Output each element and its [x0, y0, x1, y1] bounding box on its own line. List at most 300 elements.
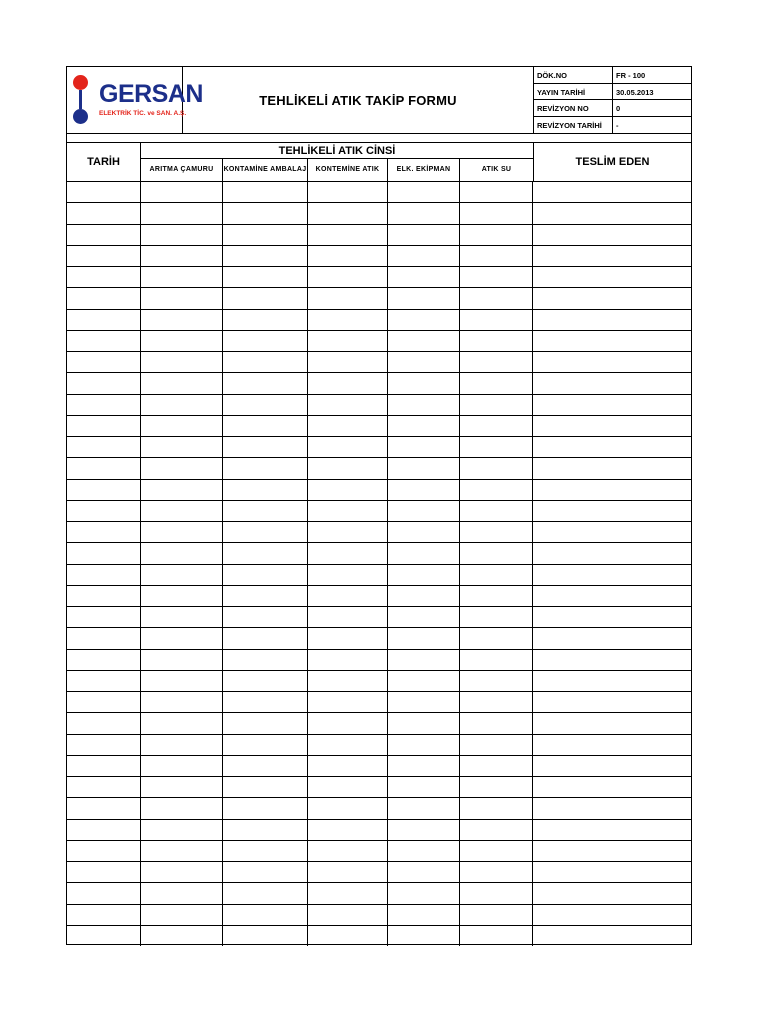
cell-contaminated-waste[interactable] [308, 501, 388, 521]
cell-date[interactable] [67, 905, 141, 925]
meta-publish-date [534, 84, 692, 101]
cell-waste-water[interactable] [460, 543, 533, 563]
cell-contaminated-waste[interactable] [308, 586, 388, 606]
table-row [67, 649, 691, 670]
meta-label: REVİZYON NO [537, 104, 589, 113]
cell-contaminated-packaging[interactable] [223, 331, 308, 351]
cell-contaminated-waste[interactable] [308, 458, 388, 478]
cell-delivered-by[interactable] [533, 628, 691, 648]
cell-contaminated-packaging[interactable] [223, 310, 308, 330]
cell-treatment-sludge[interactable] [141, 352, 223, 372]
cell-delivered-by[interactable] [533, 395, 691, 415]
cell-treatment-sludge[interactable] [141, 501, 223, 521]
cell-contaminated-waste[interactable] [308, 246, 388, 266]
cell-waste-water[interactable] [460, 756, 533, 776]
cell-contaminated-waste[interactable] [308, 522, 388, 542]
cell-contaminated-packaging[interactable] [223, 288, 308, 308]
cell-treatment-sludge[interactable] [141, 628, 223, 648]
cell-contaminated-waste[interactable] [308, 756, 388, 776]
cell-contaminated-packaging[interactable] [223, 650, 308, 670]
cell-delivered-by[interactable] [533, 883, 691, 903]
cell-waste-water[interactable] [460, 522, 533, 542]
cell-delivered-by[interactable] [533, 650, 691, 670]
cell-contaminated-waste[interactable] [308, 416, 388, 436]
cell-contaminated-packaging[interactable] [223, 756, 308, 776]
cell-electrical-equipment[interactable] [388, 331, 460, 351]
cell-contaminated-packaging[interactable] [223, 501, 308, 521]
cell-treatment-sludge[interactable] [141, 288, 223, 308]
cell-delivered-by[interactable] [533, 543, 691, 563]
cell-treatment-sludge[interactable] [141, 225, 223, 245]
cell-electrical-equipment[interactable] [388, 586, 460, 606]
cell-contaminated-packaging[interactable] [223, 437, 308, 457]
cell-electrical-equipment[interactable] [388, 820, 460, 840]
cell-date[interactable] [67, 926, 141, 946]
meta-revision-no [534, 100, 692, 117]
cell-contaminated-packaging[interactable] [223, 798, 308, 818]
cell-delivered-by[interactable] [533, 203, 691, 223]
cell-treatment-sludge[interactable] [141, 777, 223, 797]
cell-electrical-equipment[interactable] [388, 437, 460, 457]
cell-waste-water[interactable] [460, 798, 533, 818]
cell-date[interactable] [67, 267, 141, 287]
cell-contaminated-waste[interactable] [308, 713, 388, 733]
cell-delivered-by[interactable] [533, 926, 691, 946]
cell-delivered-by[interactable] [533, 352, 691, 372]
cell-waste-water[interactable] [460, 480, 533, 500]
cell-contaminated-packaging[interactable] [223, 543, 308, 563]
cell-date[interactable] [67, 480, 141, 500]
cell-delivered-by[interactable] [533, 267, 691, 287]
cell-contaminated-packaging[interactable] [223, 777, 308, 797]
cell-treatment-sludge[interactable] [141, 735, 223, 755]
cell-delivered-by[interactable] [533, 607, 691, 627]
logo-mark-icon [72, 75, 90, 125]
cell-waste-water[interactable] [460, 458, 533, 478]
cell-contaminated-waste[interactable] [308, 820, 388, 840]
column-header-contaminated-packaging: KONTAMİNE AMBALAJ [223, 159, 308, 181]
cell-treatment-sludge[interactable] [141, 586, 223, 606]
cell-date[interactable] [67, 713, 141, 733]
table-row [67, 585, 691, 606]
cell-delivered-by[interactable] [533, 713, 691, 733]
cell-contaminated-waste[interactable] [308, 373, 388, 393]
cell-date[interactable] [67, 756, 141, 776]
table-row [67, 181, 691, 202]
cell-electrical-equipment[interactable] [388, 735, 460, 755]
cell-contaminated-packaging[interactable] [223, 522, 308, 542]
cell-electrical-equipment[interactable] [388, 692, 460, 712]
logo-subtitle: ELEKTRİK TİC. ve SAN. A.Ş. [99, 110, 187, 117]
company-logo [67, 67, 203, 133]
cell-delivered-by[interactable] [533, 522, 691, 542]
cell-waste-water[interactable] [460, 883, 533, 903]
hazardous-waste-form [66, 66, 692, 945]
cell-waste-water[interactable] [460, 820, 533, 840]
cell-date[interactable] [67, 437, 141, 457]
cell-treatment-sludge[interactable] [141, 310, 223, 330]
column-header-waste-water: ATIK SU [481, 166, 512, 173]
cell-waste-water[interactable] [460, 713, 533, 733]
cell-contaminated-packaging[interactable] [223, 352, 308, 372]
cell-contaminated-packaging[interactable] [223, 713, 308, 733]
cell-waste-water[interactable] [460, 777, 533, 797]
cell-electrical-equipment[interactable] [388, 777, 460, 797]
cell-waste-water[interactable] [460, 267, 533, 287]
cell-delivered-by[interactable] [533, 841, 691, 861]
cell-treatment-sludge[interactable] [141, 480, 223, 500]
cell-date[interactable] [67, 522, 141, 542]
cell-treatment-sludge[interactable] [141, 416, 223, 436]
cell-delivered-by[interactable] [533, 416, 691, 436]
cell-contaminated-waste[interactable] [308, 543, 388, 563]
cell-electrical-equipment[interactable] [388, 310, 460, 330]
cell-contaminated-packaging[interactable] [223, 735, 308, 755]
cell-contaminated-waste[interactable] [308, 671, 388, 691]
cell-waste-water[interactable] [460, 352, 533, 372]
cell-delivered-by[interactable] [533, 288, 691, 308]
cell-electrical-equipment[interactable] [388, 373, 460, 393]
cell-treatment-sludge[interactable] [141, 671, 223, 691]
cell-contaminated-waste[interactable] [308, 203, 388, 223]
cell-waste-water[interactable] [460, 692, 533, 712]
cell-delivered-by[interactable] [533, 671, 691, 691]
cell-contaminated-packaging[interactable] [223, 905, 308, 925]
table-row [67, 542, 691, 563]
cell-waste-water[interactable] [460, 586, 533, 606]
cell-delivered-by[interactable] [533, 182, 691, 202]
cell-contaminated-packaging[interactable] [223, 883, 308, 903]
cell-contaminated-waste[interactable] [308, 883, 388, 903]
cell-electrical-equipment[interactable] [388, 883, 460, 903]
cell-date[interactable] [67, 543, 141, 563]
cell-treatment-sludge[interactable] [141, 650, 223, 670]
column-header-treatment-sludge: ARITMA ÇAMURU [141, 159, 223, 181]
cell-waste-water[interactable] [460, 565, 533, 585]
cell-contaminated-packaging[interactable] [223, 395, 308, 415]
table-row [67, 734, 691, 755]
cell-electrical-equipment[interactable] [388, 905, 460, 925]
cell-treatment-sludge[interactable] [141, 182, 223, 202]
table-row [67, 287, 691, 308]
form-title: TEHLİKELİ ATIK TAKİP FORMU [259, 92, 457, 108]
table-row [67, 882, 691, 903]
cell-electrical-equipment[interactable] [388, 607, 460, 627]
cell-contaminated-packaging[interactable] [223, 416, 308, 436]
table-row [67, 925, 691, 946]
cell-treatment-sludge[interactable] [141, 203, 223, 223]
cell-contaminated-waste[interactable] [308, 862, 388, 882]
cell-electrical-equipment[interactable] [388, 713, 460, 733]
cell-delivered-by[interactable] [533, 586, 691, 606]
cell-waste-water[interactable] [460, 650, 533, 670]
meta-label: REVİZYON TARİHİ [537, 120, 602, 130]
cell-date[interactable] [67, 862, 141, 882]
cell-waste-water[interactable] [460, 628, 533, 648]
column-group-waste-type: TEHLİKELİ ATIK CİNSİ [141, 143, 533, 159]
table-row [67, 394, 691, 415]
table-row [67, 330, 691, 351]
cell-date[interactable] [67, 692, 141, 712]
cell-delivered-by[interactable] [533, 246, 691, 266]
cell-electrical-equipment[interactable] [388, 522, 460, 542]
cell-contaminated-waste[interactable] [308, 650, 388, 670]
cell-contaminated-packaging[interactable] [223, 841, 308, 861]
table-row [67, 670, 691, 691]
cell-electrical-equipment[interactable] [388, 416, 460, 436]
cell-waste-water[interactable] [460, 310, 533, 330]
cell-electrical-equipment[interactable] [388, 458, 460, 478]
cell-waste-water[interactable] [460, 182, 533, 202]
cell-date[interactable] [67, 628, 141, 648]
table-row [67, 819, 691, 840]
cell-electrical-equipment[interactable] [388, 288, 460, 308]
cell-contaminated-waste[interactable] [308, 565, 388, 585]
cell-delivered-by[interactable] [533, 310, 691, 330]
cell-contaminated-packaging[interactable] [223, 820, 308, 840]
cell-treatment-sludge[interactable] [141, 883, 223, 903]
column-header-delivered-by: TESLİM EDEN [533, 143, 691, 181]
meta-value: 30.05.2013 [616, 87, 654, 97]
cell-treatment-sludge[interactable] [141, 437, 223, 457]
table-row [67, 245, 691, 266]
cell-waste-water[interactable] [460, 905, 533, 925]
cell-date[interactable] [67, 883, 141, 903]
cell-delivered-by[interactable] [533, 437, 691, 457]
table-row [67, 564, 691, 585]
cell-delivered-by[interactable] [533, 777, 691, 797]
cell-waste-water[interactable] [460, 395, 533, 415]
cell-treatment-sludge[interactable] [141, 756, 223, 776]
logo-wordmark: GERSAN [99, 80, 203, 108]
cell-treatment-sludge[interactable] [141, 841, 223, 861]
meta-label: DÖK.NO [537, 71, 567, 80]
cell-contaminated-waste[interactable] [308, 628, 388, 648]
cell-electrical-equipment[interactable] [388, 798, 460, 818]
cell-date[interactable] [67, 182, 141, 202]
cell-waste-water[interactable] [460, 735, 533, 755]
cell-contaminated-waste[interactable] [308, 225, 388, 245]
cell-contaminated-waste[interactable] [308, 310, 388, 330]
table-row [67, 266, 691, 287]
cell-treatment-sludge[interactable] [141, 862, 223, 882]
cell-contaminated-packaging[interactable] [223, 225, 308, 245]
cell-electrical-equipment[interactable] [388, 352, 460, 372]
table-row [67, 479, 691, 500]
cell-contaminated-waste[interactable] [308, 841, 388, 861]
cell-treatment-sludge[interactable] [141, 565, 223, 585]
cell-date[interactable] [67, 671, 141, 691]
cell-contaminated-packaging[interactable] [223, 586, 308, 606]
cell-date[interactable] [67, 841, 141, 861]
cell-contaminated-waste[interactable] [308, 331, 388, 351]
cell-contaminated-packaging[interactable] [223, 628, 308, 648]
cell-contaminated-packaging[interactable] [223, 246, 308, 266]
cell-treatment-sludge[interactable] [141, 395, 223, 415]
cell-date[interactable] [67, 650, 141, 670]
cell-electrical-equipment[interactable] [388, 480, 460, 500]
cell-delivered-by[interactable] [533, 225, 691, 245]
cell-treatment-sludge[interactable] [141, 331, 223, 351]
cell-contaminated-packaging[interactable] [223, 671, 308, 691]
cell-date[interactable] [67, 586, 141, 606]
cell-date[interactable] [67, 820, 141, 840]
cell-waste-water[interactable] [460, 501, 533, 521]
cell-date[interactable] [67, 565, 141, 585]
header-separator [67, 133, 691, 143]
cell-contaminated-waste[interactable] [308, 798, 388, 818]
cell-date[interactable] [67, 607, 141, 627]
table-row [67, 797, 691, 818]
cell-waste-water[interactable] [460, 331, 533, 351]
cell-contaminated-packaging[interactable] [223, 862, 308, 882]
cell-waste-water[interactable] [460, 437, 533, 457]
cell-waste-water[interactable] [460, 862, 533, 882]
cell-treatment-sludge[interactable] [141, 820, 223, 840]
cell-waste-water[interactable] [460, 246, 533, 266]
cell-waste-water[interactable] [460, 671, 533, 691]
cell-contaminated-waste[interactable] [308, 692, 388, 712]
cell-delivered-by[interactable] [533, 565, 691, 585]
cell-date[interactable] [67, 735, 141, 755]
cell-treatment-sludge[interactable] [141, 926, 223, 946]
cell-electrical-equipment[interactable] [388, 246, 460, 266]
cell-electrical-equipment[interactable] [388, 267, 460, 287]
table-row [67, 457, 691, 478]
cell-electrical-equipment[interactable] [388, 841, 460, 861]
cell-treatment-sludge[interactable] [141, 692, 223, 712]
cell-contaminated-packaging[interactable] [223, 373, 308, 393]
cell-electrical-equipment[interactable] [388, 203, 460, 223]
cell-delivered-by[interactable] [533, 798, 691, 818]
table-row [67, 351, 691, 372]
cell-contaminated-packaging[interactable] [223, 692, 308, 712]
cell-treatment-sludge[interactable] [141, 267, 223, 287]
cell-contaminated-waste[interactable] [308, 267, 388, 287]
meta-revision-date [534, 117, 692, 134]
cell-treatment-sludge[interactable] [141, 905, 223, 925]
cell-delivered-by[interactable] [533, 480, 691, 500]
cell-delivered-by[interactable] [533, 862, 691, 882]
cell-waste-water[interactable] [460, 225, 533, 245]
cell-electrical-equipment[interactable] [388, 862, 460, 882]
cell-delivered-by[interactable] [533, 458, 691, 478]
cell-delivered-by[interactable] [533, 692, 691, 712]
cell-date[interactable] [67, 777, 141, 797]
form-header [67, 67, 691, 133]
cell-contaminated-waste[interactable] [308, 437, 388, 457]
cell-date[interactable] [67, 458, 141, 478]
cell-waste-water[interactable] [460, 607, 533, 627]
cell-delivered-by[interactable] [533, 501, 691, 521]
cell-date[interactable] [67, 373, 141, 393]
meta-value: FR - 100 [616, 71, 646, 80]
cell-contaminated-waste[interactable] [308, 777, 388, 797]
cell-contaminated-packaging[interactable] [223, 182, 308, 202]
cell-electrical-equipment[interactable] [388, 225, 460, 245]
cell-contaminated-packaging[interactable] [223, 267, 308, 287]
cell-contaminated-packaging[interactable] [223, 565, 308, 585]
cell-waste-water[interactable] [460, 288, 533, 308]
column-header-electrical-equipment: ELK. EKİPMAN [388, 159, 460, 181]
cell-treatment-sludge[interactable] [141, 798, 223, 818]
cell-delivered-by[interactable] [533, 373, 691, 393]
cell-electrical-equipment[interactable] [388, 182, 460, 202]
cell-waste-water[interactable] [460, 416, 533, 436]
cell-electrical-equipment[interactable] [388, 671, 460, 691]
cell-contaminated-waste[interactable] [308, 288, 388, 308]
cell-electrical-equipment[interactable] [388, 395, 460, 415]
cell-electrical-equipment[interactable] [388, 756, 460, 776]
cell-date[interactable] [67, 203, 141, 223]
cell-contaminated-waste[interactable] [308, 352, 388, 372]
cell-treatment-sludge[interactable] [141, 458, 223, 478]
cell-contaminated-waste[interactable] [308, 607, 388, 627]
cell-date[interactable] [67, 395, 141, 415]
cell-date[interactable] [67, 225, 141, 245]
cell-date[interactable] [67, 352, 141, 372]
cell-treatment-sludge[interactable] [141, 246, 223, 266]
cell-delivered-by[interactable] [533, 735, 691, 755]
cell-contaminated-waste[interactable] [308, 395, 388, 415]
cell-date[interactable] [67, 331, 141, 351]
cell-treatment-sludge[interactable] [141, 522, 223, 542]
cell-waste-water[interactable] [460, 841, 533, 861]
cell-date[interactable] [67, 798, 141, 818]
cell-contaminated-packaging[interactable] [223, 480, 308, 500]
cell-contaminated-waste[interactable] [308, 480, 388, 500]
cell-electrical-equipment[interactable] [388, 926, 460, 946]
cell-delivered-by[interactable] [533, 331, 691, 351]
cell-waste-water[interactable] [460, 373, 533, 393]
cell-contaminated-waste[interactable] [308, 926, 388, 946]
cell-waste-water[interactable] [460, 203, 533, 223]
cell-date[interactable] [67, 310, 141, 330]
cell-date[interactable] [67, 416, 141, 436]
cell-electrical-equipment[interactable] [388, 628, 460, 648]
cell-treatment-sludge[interactable] [141, 713, 223, 733]
cell-contaminated-packaging[interactable] [223, 458, 308, 478]
cell-contaminated-waste[interactable] [308, 182, 388, 202]
table-row [67, 776, 691, 797]
cell-delivered-by[interactable] [533, 905, 691, 925]
cell-electrical-equipment[interactable] [388, 543, 460, 563]
cell-electrical-equipment[interactable] [388, 501, 460, 521]
cell-treatment-sludge[interactable] [141, 373, 223, 393]
cell-waste-water[interactable] [460, 926, 533, 946]
cell-date[interactable] [67, 246, 141, 266]
cell-date[interactable] [67, 501, 141, 521]
cell-contaminated-packaging[interactable] [223, 926, 308, 946]
table-row [67, 606, 691, 627]
meta-label: YAYIN TARİHİ [537, 87, 586, 97]
table-row [67, 500, 691, 521]
cell-electrical-equipment[interactable] [388, 650, 460, 670]
cell-treatment-sludge[interactable] [141, 543, 223, 563]
table-row [67, 861, 691, 882]
cell-contaminated-waste[interactable] [308, 905, 388, 925]
cell-contaminated-packaging[interactable] [223, 607, 308, 627]
cell-delivered-by[interactable] [533, 756, 691, 776]
cell-contaminated-waste[interactable] [308, 735, 388, 755]
cell-date[interactable] [67, 288, 141, 308]
cell-electrical-equipment[interactable] [388, 565, 460, 585]
table-row [67, 691, 691, 712]
cell-treatment-sludge[interactable] [141, 607, 223, 627]
cell-contaminated-packaging[interactable] [223, 203, 308, 223]
document-meta [533, 67, 691, 133]
cell-delivered-by[interactable] [533, 820, 691, 840]
